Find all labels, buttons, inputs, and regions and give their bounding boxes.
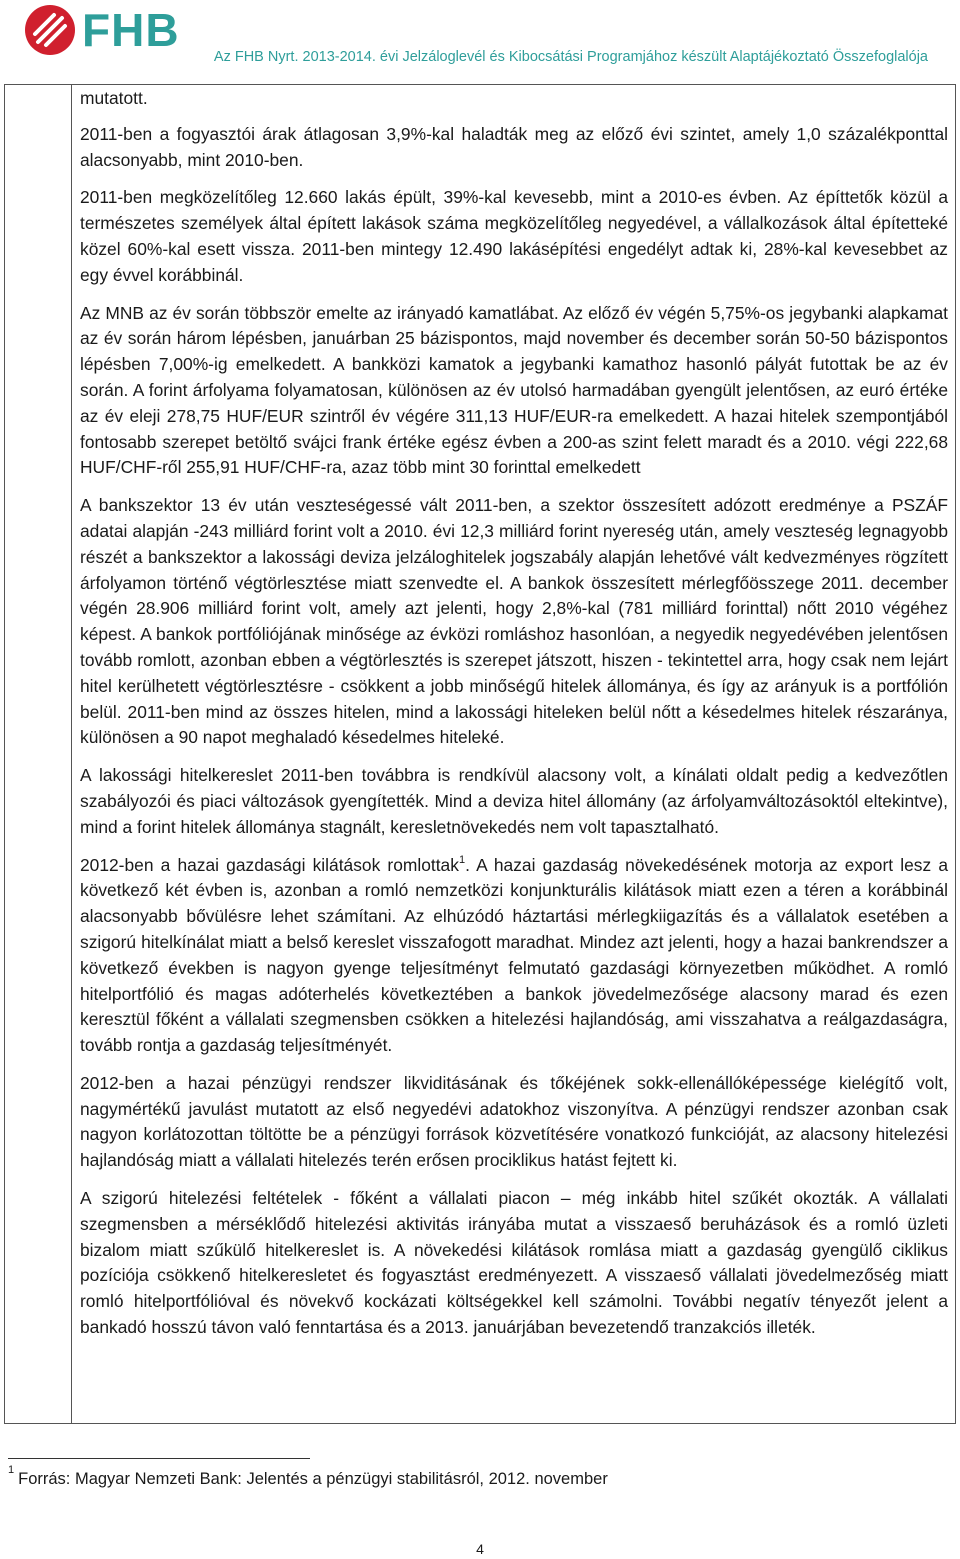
page-header [0, 0, 960, 84]
paragraph-rest: . A hazai gazdaság növekedésének motorja az export lesz a következő két évben is, azonban a romló nemzetközi konjunkturális kilátások miatt ezen a téren a korábbinál alacsonyabb bővülésre lehet számítani. Az elhúzódó háztartási mérlegkiigazítás és a vállalatok esetében a szigorú hitelkínálat miatt a belső kereslet visszafogott maradhat. Mindez azt jelenti, hogy a hazai bankrendszer a következő években is nagyon gyenge teljesítményt felmutató gazdasági környezetben működhet. A romló hitelportfólió és magas adóterhelés következtében a bankok jövedelmezősége alacsony marad és ezen keresztül főként a vállalati szegmensben csökken a hitelezési hajlandóság, ami visszahatva a reálgazdaságra, tovább rontja a gazdaság teljesítményét. [80, 854, 948, 1056]
logo-text: FHB [82, 4, 180, 56]
header-title: Az FHB Nyrt. 2013-2014. évi Jelzáloglevél és Kibocsátási Programjához készült Alaptájékoztató Összefoglalója [213, 49, 928, 65]
paragraph: A szigorú hitelezési feltételek - főként a vállalati piacon – még inkább hitel szűkét okozták. A vállalati szegmensben a mérséklődő hitelezési aktivitás irányába mutat a visszaeső beruházások és a romló üzleti bizalom miatt szűkülő hitelkereslet is. A növekedési kilátások romlása miatt a gazdaság gyengülő ciklikus pozíciója csökkenő hitelkeresletet és fogyasztást eredményezett. A visszaeső vállalati jövedelmezőség miatt romló hitelportfólióval és növekvő kockázati költségekkel kell számolni. További negatív tényezőt jelent a bankadó hosszú távon való fenntartása és a 2013. januárjában bevezetendő tranzakciós illeték. [80, 1188, 948, 1338]
paragraph-lead: 2012-ben a hazai gazdasági kilátások romlottak [80, 854, 459, 875]
footnote [8, 1463, 608, 1489]
paragraph: mutatott. [80, 88, 148, 108]
paragraph: 2011-ben megközelítőleg 12.660 lakás épült, 39%-kal kevesebb, mint a 2010-es évben. Az építtetők közül a természetes személyek által épített lakások száma megközelítőleg negyedével, a vállalkozások által építetteké közel 60%-kal esett vissza. 2011-ben mintegy 12.490 lakásépítési engedélyt adtak ki, 28%-kal kevesebbet az egy évvel korábbinál. [80, 187, 948, 285]
frame-margin-line [71, 85, 72, 1423]
footnote-number: 1 [8, 1463, 15, 1476]
paragraph: Az MNB az év során többször emelte az irányadó kamatlábat. Az előző év végén 5,75%-os jegybanki alapkamat az év során három lépésben, januárban 25 bázispontos, majd november és december során 50-50 bázispontos lépésben 7,00%-ig emelkedett. A bankközi kamatok a jegybanki kamathoz hasonló pályát futottak be az év során. A forint árfolyama folyamatosan, különösen az év utolsó harmadában gyengült jelentősen, az euró értéke az év eleji 278,75 HUF/EUR szintről év végére 311,13 HUF/EUR-ra emelkedett. A hazai hitelek szempontjából fontosabb szerepet betöltő svájci frank értéke egész évben a 200-as szint felett maradt és a 2010. végi 222,68 HUF/CHF-ről 255,91 HUF/CHF-ra, azaz több mint 30 forinttal emelkedett [80, 302, 948, 478]
document-body [80, 86, 948, 1353]
paragraph: 2012-ben a hazai pénzügyi rendszer likviditásának és tőkéjének sokk-ellenállóképessége kielégítő volt, nagymértékű javulást mutatott az első negyedévi adatokhoz viszonyítva. A pénzügyi rendszer azonban csak nagyon korlátozottan töltötte be a pénzügyi források közvetítésére vonatkozó funkcióját, az alacsony hitelezési hajlandóság miatt a vállalati hitelezés terén erősen prociklikus hatást fejtett ki. [80, 1072, 948, 1171]
paragraph: 2011-ben a fogyasztói árak átlagosan 3,9%-kal haladták meg az előző évi szintet, amely 1,0 százalékponttal alacsonyabb, mint 2010-ben. [80, 123, 948, 170]
footnote-separator [8, 1458, 310, 1459]
footnote-reference[interactable]: 1 [458, 853, 466, 866]
footnote-text: Forrás: Magyar Nemzeti Bank: Jelentés a pénzügyi stabilitásról, 2012. november [18, 1470, 608, 1488]
fhb-logo-icon [24, 4, 76, 56]
paragraph: A lakossági hitelkereslet 2011-ben továbbra is rendkívül alacsony volt, a kínálati oldalt pedig a kedvezőtlen szabályozói és piaci változások gyengítették. Mind a deviza hitel állomány (az árfolyamváltozásoktól eltekintve), mind a forint hitelek állománya stagnált, keresletnövekedés nem volt tapasztalható. [80, 765, 948, 837]
page-number: 4 [476, 1541, 484, 1557]
paragraph [80, 853, 948, 1059]
fhb-logo [24, 4, 180, 56]
paragraph: A bankszektor 13 év után veszteségessé vált 2011-ben, a szektor összesített adózott eredménye a PSZÁF adatai alapján -243 milliárd forint volt a 2010. évi 12,3 milliárd forint nyereség után, amely veszteség legnagyobb részét a bankszektor a lakossági deviza jelzáloghitelek jogszabály alapján lehetővé vált kedvezményes rögzített árfolyamon történő végtörlesztése miatt szenvedte el. A bankok összesített mérlegfőösszege 2011. december végén 28.906 milliárd forint volt, amely azt jelenti, hogy 2,8%-kal (781 milliárd forinttal) nőtt 2010 végéhez képest. A bankok portfóliójának minősége az évközi romláshoz hasonlóan, a negyedik negyedévében jelentősen tovább romlott, azonban ebben a végtörlesztés is szerepet játszott, hiszen - tekintettel arra, hogy csak nem lejárt hitel kerülhetett végtörlesztésre - csökkent a jobb minőségű hitelek állománya, és így az arányuk is a portfólión belül. 2011-ben mind az összes hitelen, mind a lakossági hiteleken belül nőtt a késedelmes hitelek részaránya, különösen a 90 napot meghaladó késedelmes hiteleké. [80, 495, 948, 748]
